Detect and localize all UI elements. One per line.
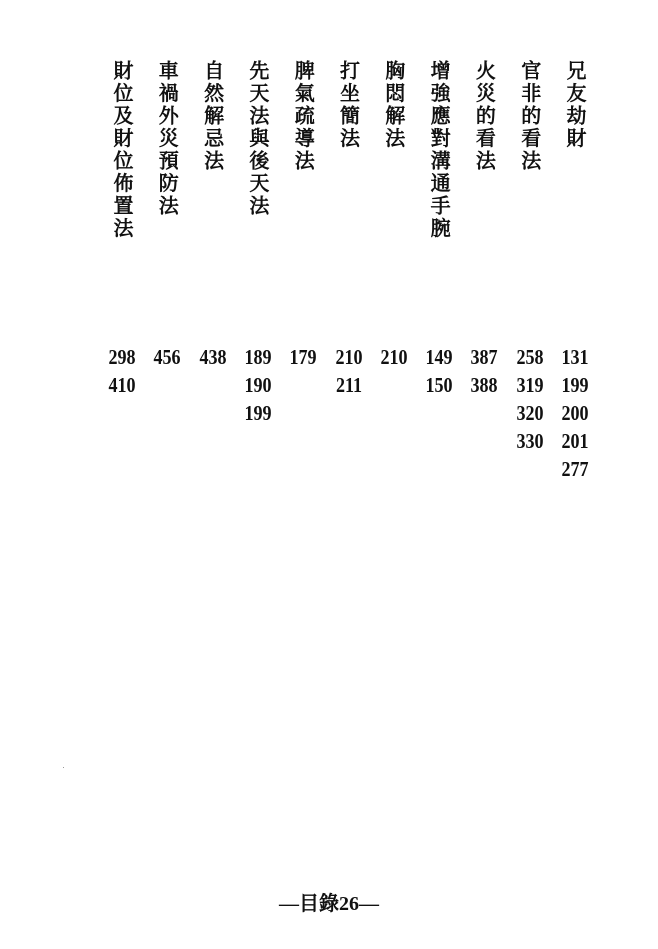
page-number: 258 — [516, 345, 544, 369]
page-number: 438 — [199, 345, 227, 369]
page-number: 189 — [244, 345, 272, 369]
page-number: 150 — [425, 373, 453, 397]
page-number: 410 — [108, 373, 136, 397]
page-number: 277 — [561, 457, 589, 481]
page-number: 388 — [470, 373, 498, 397]
page-number: 320 — [516, 401, 544, 425]
toc-entry-pages — [458, 343, 510, 399]
page-number: 179 — [289, 345, 317, 369]
page-number: 190 — [244, 373, 272, 397]
page-number: 298 — [108, 345, 136, 369]
page-number: 201 — [561, 429, 589, 453]
speck — [63, 767, 64, 768]
toc-entry-title: 增強應對溝通手腕 — [427, 60, 452, 240]
page-number: 211 — [335, 373, 362, 397]
page-footer: —目錄26— — [279, 893, 379, 915]
toc-entry-pages — [277, 343, 329, 371]
page-number: 149 — [425, 345, 453, 369]
toc-entry-pages — [323, 343, 375, 399]
toc-entry-pages — [187, 343, 239, 371]
page-number: 210 — [334, 345, 363, 369]
toc-entry-title: 自然解忌法 — [200, 60, 225, 173]
page-number: 387 — [470, 345, 498, 369]
page-number: 319 — [516, 373, 544, 397]
toc-entry-pages — [96, 343, 148, 399]
toc-entry-title: 胸悶解法 — [381, 60, 406, 150]
toc-entry-pages — [232, 343, 284, 427]
toc-entry-pages — [413, 343, 465, 399]
toc-entry-title: 官非的看法 — [517, 60, 542, 173]
toc-entry-pages — [504, 343, 556, 455]
page-number: 330 — [516, 429, 544, 453]
toc-entry-title: 兄友劫財 — [563, 60, 587, 150]
toc-entry-title: 火災的看法 — [472, 60, 497, 173]
toc-entry-pages — [141, 343, 193, 371]
toc-entry-title: 打坐簡法 — [336, 60, 361, 150]
page-number: 456 — [153, 345, 181, 369]
page-number: 210 — [380, 345, 408, 369]
page-number: 199 — [561, 373, 589, 397]
toc-entry-title: 先天法與後天法 — [245, 60, 270, 218]
toc-entry-title: 財位及財位佈置法 — [110, 60, 134, 240]
toc-entry-pages — [549, 343, 601, 483]
page-number: 131 — [561, 345, 589, 369]
page-number: 199 — [244, 401, 272, 425]
toc-entry-title: 脾氣疏導法 — [291, 60, 316, 173]
page-number: 200 — [561, 401, 589, 425]
toc-entry-pages — [368, 343, 420, 371]
toc-entry-title: 車禍外災預防法 — [155, 60, 180, 218]
